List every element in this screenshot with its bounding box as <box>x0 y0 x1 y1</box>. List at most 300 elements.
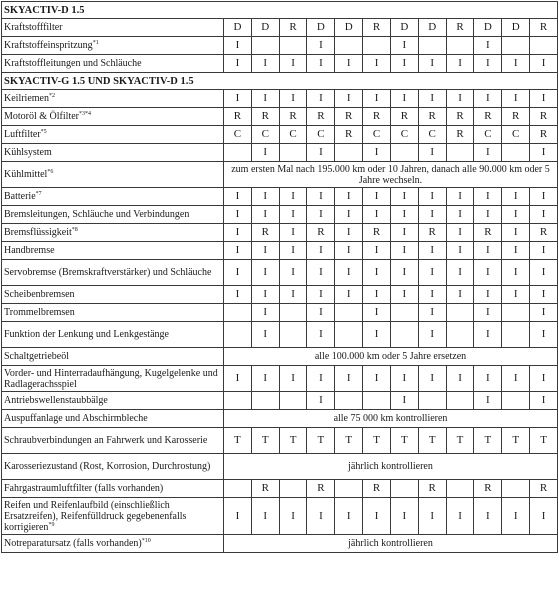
interval-cell: I <box>251 260 279 286</box>
item-label: Antriebswellenstaubbälge <box>4 395 108 406</box>
interval-cell: I <box>363 206 391 224</box>
item-label-cell <box>2 242 224 260</box>
interval-note: zum ersten Mal nach 195.000 km oder 10 Jahren, danach alle 90.000 km oder 5 Jahre wechseln. <box>224 162 558 188</box>
interval-cell: I <box>474 260 502 286</box>
interval-cell <box>502 392 530 410</box>
interval-cell: R <box>279 108 307 126</box>
interval-cell: I <box>335 224 363 242</box>
interval-cell: T <box>307 428 335 454</box>
table-row <box>2 322 558 348</box>
interval-cell: I <box>446 366 474 392</box>
item-label-cell <box>2 55 224 73</box>
interval-cell: I <box>418 260 446 286</box>
interval-cell: I <box>474 188 502 206</box>
interval-cell: I <box>530 90 558 108</box>
interval-cell: R <box>251 480 279 498</box>
table-row <box>2 480 558 498</box>
table-row <box>2 304 558 322</box>
footnote-marker: *3*4 <box>79 111 91 117</box>
interval-cell: R <box>530 108 558 126</box>
section-title: SKYACTIV-G 1.5 UND SKYACTIV-D 1.5 <box>2 73 558 90</box>
interval-cell <box>279 480 307 498</box>
interval-cell: R <box>530 126 558 144</box>
interval-cell: I <box>363 304 391 322</box>
interval-cell <box>224 322 252 348</box>
table-row <box>2 126 558 144</box>
interval-cell: I <box>335 188 363 206</box>
interval-cell: I <box>335 206 363 224</box>
table-row <box>2 535 558 553</box>
table-row <box>2 428 558 454</box>
interval-cell: I <box>224 260 252 286</box>
item-label-cell <box>2 322 224 348</box>
item-label-cell <box>2 348 224 366</box>
interval-cell: I <box>307 286 335 304</box>
interval-cell: I <box>251 144 279 162</box>
interval-cell: I <box>502 366 530 392</box>
interval-cell: T <box>335 428 363 454</box>
interval-cell: R <box>279 19 307 37</box>
interval-cell: I <box>279 224 307 242</box>
interval-cell: D <box>474 19 502 37</box>
interval-cell: I <box>363 286 391 304</box>
interval-cell: I <box>474 304 502 322</box>
section-header <box>2 73 558 90</box>
interval-cell <box>446 392 474 410</box>
footnote-marker: *1 <box>92 40 99 46</box>
interval-cell: I <box>363 322 391 348</box>
interval-cell: I <box>502 55 530 73</box>
interval-cell: I <box>502 206 530 224</box>
interval-cell: I <box>307 304 335 322</box>
interval-cell: I <box>418 144 446 162</box>
interval-cell: I <box>335 260 363 286</box>
interval-note: jährlich kontrollieren <box>224 535 558 553</box>
interval-cell: I <box>502 498 530 535</box>
interval-cell: I <box>251 206 279 224</box>
interval-cell: I <box>530 144 558 162</box>
interval-cell: I <box>224 498 252 535</box>
interval-cell: T <box>363 428 391 454</box>
interval-cell: T <box>390 428 418 454</box>
interval-cell: R <box>474 480 502 498</box>
interval-cell: T <box>224 428 252 454</box>
interval-cell: T <box>474 428 502 454</box>
interval-cell <box>446 144 474 162</box>
interval-cell: I <box>307 90 335 108</box>
item-label: Handbremse <box>4 245 55 256</box>
item-label: Kühlsystem <box>4 147 52 158</box>
interval-cell: I <box>363 90 391 108</box>
item-label-cell <box>2 108 224 126</box>
interval-cell: C <box>390 126 418 144</box>
section-title: SKYACTIV-D 1.5 <box>2 2 558 19</box>
interval-cell: I <box>279 498 307 535</box>
interval-cell: R <box>251 224 279 242</box>
interval-cell: I <box>446 286 474 304</box>
interval-cell <box>335 392 363 410</box>
interval-cell: R <box>474 224 502 242</box>
interval-cell: I <box>279 260 307 286</box>
interval-cell: I <box>251 90 279 108</box>
interval-cell: I <box>390 55 418 73</box>
table-row <box>2 392 558 410</box>
item-label: Luftfilter <box>4 129 41 140</box>
interval-cell: I <box>390 366 418 392</box>
interval-cell: C <box>279 126 307 144</box>
interval-cell <box>502 322 530 348</box>
interval-cell: I <box>474 37 502 55</box>
item-label-cell <box>2 480 224 498</box>
interval-cell: C <box>502 126 530 144</box>
interval-note: alle 75 000 km kontrollieren <box>224 410 558 428</box>
item-label: Servobremse (Bremskraftverstärker) und Schläuche <box>4 267 212 278</box>
interval-cell: R <box>224 108 252 126</box>
item-label: Schraubverbindungen an Fahrwerk und Karosserie <box>4 435 208 446</box>
interval-cell: I <box>224 37 252 55</box>
interval-cell <box>390 322 418 348</box>
interval-cell <box>418 37 446 55</box>
interval-cell: I <box>530 392 558 410</box>
interval-cell: I <box>224 188 252 206</box>
interval-cell: I <box>446 498 474 535</box>
interval-cell: R <box>446 108 474 126</box>
interval-cell <box>502 144 530 162</box>
interval-cell: I <box>279 366 307 392</box>
item-label-cell <box>2 144 224 162</box>
interval-cell: R <box>307 108 335 126</box>
interval-cell: I <box>307 37 335 55</box>
item-label: Batterie <box>4 191 36 202</box>
interval-cell: D <box>224 19 252 37</box>
interval-cell: I <box>474 242 502 260</box>
footnote-marker: *9 <box>48 521 55 528</box>
interval-cell: I <box>474 498 502 535</box>
interval-cell: R <box>335 108 363 126</box>
interval-cell: I <box>446 206 474 224</box>
item-label: Fahrgastraumluftfilter (falls vorhanden) <box>4 483 164 494</box>
interval-cell: I <box>224 90 252 108</box>
interval-cell <box>418 392 446 410</box>
interval-cell: I <box>390 188 418 206</box>
interval-cell: I <box>446 55 474 73</box>
interval-cell: C <box>418 126 446 144</box>
table-row <box>2 410 558 428</box>
item-label-cell <box>2 260 224 286</box>
table-row <box>2 19 558 37</box>
interval-cell: I <box>474 55 502 73</box>
interval-cell: T <box>279 428 307 454</box>
interval-cell: I <box>502 242 530 260</box>
item-label: Kraftstofffilter <box>4 22 63 33</box>
item-label: Schaltgetriebeöl <box>4 351 69 362</box>
interval-cell: I <box>307 498 335 535</box>
interval-cell: I <box>335 90 363 108</box>
interval-cell: I <box>363 498 391 535</box>
table-row <box>2 498 558 535</box>
interval-cell <box>224 144 252 162</box>
interval-cell: I <box>307 392 335 410</box>
interval-cell <box>530 37 558 55</box>
interval-cell: T <box>502 428 530 454</box>
interval-cell: R <box>418 108 446 126</box>
interval-cell <box>279 392 307 410</box>
interval-cell: C <box>363 126 391 144</box>
interval-cell <box>279 304 307 322</box>
interval-cell: I <box>418 286 446 304</box>
interval-cell: I <box>279 286 307 304</box>
interval-cell: I <box>474 144 502 162</box>
interval-cell: I <box>418 304 446 322</box>
item-label-cell <box>2 304 224 322</box>
table-row <box>2 260 558 286</box>
maintenance-table-body <box>2 2 558 553</box>
table-row <box>2 37 558 55</box>
footnote-marker: *2 <box>48 93 55 99</box>
interval-cell: D <box>251 19 279 37</box>
interval-note: alle 100.000 km oder 5 Jahre ersetzen <box>224 348 558 366</box>
item-label: Motoröl & Ölfilter <box>4 111 79 122</box>
table-row <box>2 108 558 126</box>
footnote-marker: *5 <box>40 129 47 135</box>
interval-cell: I <box>446 260 474 286</box>
interval-cell: I <box>390 260 418 286</box>
interval-cell: I <box>530 498 558 535</box>
interval-cell: I <box>390 224 418 242</box>
interval-cell: R <box>418 480 446 498</box>
item-label: Scheibenbremsen <box>4 289 75 300</box>
interval-cell: R <box>446 19 474 37</box>
footnote-marker: *7 <box>35 191 42 197</box>
interval-cell: I <box>446 188 474 206</box>
interval-cell <box>335 480 363 498</box>
table-row <box>2 162 558 188</box>
interval-cell: I <box>474 206 502 224</box>
interval-cell: I <box>446 90 474 108</box>
interval-cell: I <box>502 90 530 108</box>
table-row <box>2 188 558 206</box>
interval-cell: I <box>363 366 391 392</box>
interval-cell: I <box>418 55 446 73</box>
interval-cell: D <box>307 19 335 37</box>
item-label-cell <box>2 535 224 553</box>
interval-cell <box>251 392 279 410</box>
interval-cell: I <box>251 286 279 304</box>
item-label: Karosseriezustand (Rost, Korrosion, Durchrostung) <box>4 461 211 472</box>
interval-cell: I <box>363 242 391 260</box>
interval-cell <box>279 322 307 348</box>
interval-cell: R <box>530 480 558 498</box>
interval-cell: C <box>251 126 279 144</box>
interval-cell <box>502 304 530 322</box>
interval-cell <box>335 322 363 348</box>
interval-cell: R <box>390 108 418 126</box>
interval-cell: I <box>279 55 307 73</box>
interval-cell: I <box>502 224 530 242</box>
interval-cell: R <box>307 224 335 242</box>
interval-cell: I <box>530 322 558 348</box>
footnote-marker: *6 <box>47 169 54 175</box>
item-label: Kraftstoffeinspritzung <box>4 40 93 51</box>
item-label-cell <box>2 454 224 480</box>
interval-cell: C <box>224 126 252 144</box>
interval-cell: I <box>335 55 363 73</box>
item-label-cell <box>2 37 224 55</box>
interval-cell: I <box>307 55 335 73</box>
section-header <box>2 2 558 19</box>
interval-cell: I <box>307 144 335 162</box>
interval-cell: I <box>251 366 279 392</box>
interval-cell: I <box>251 322 279 348</box>
interval-cell: R <box>418 224 446 242</box>
interval-cell: I <box>279 242 307 260</box>
interval-cell: I <box>224 242 252 260</box>
interval-cell: I <box>335 286 363 304</box>
interval-cell <box>251 37 279 55</box>
interval-cell: I <box>335 242 363 260</box>
interval-cell <box>224 480 252 498</box>
item-label-cell <box>2 286 224 304</box>
interval-cell: R <box>363 108 391 126</box>
table-row <box>2 348 558 366</box>
interval-cell: I <box>474 90 502 108</box>
interval-cell <box>335 144 363 162</box>
interval-cell: I <box>279 188 307 206</box>
interval-cell <box>446 304 474 322</box>
interval-cell <box>279 37 307 55</box>
interval-cell: I <box>530 304 558 322</box>
interval-cell: I <box>418 90 446 108</box>
interval-cell: I <box>390 286 418 304</box>
interval-cell: I <box>530 366 558 392</box>
interval-cell: I <box>307 322 335 348</box>
interval-cell: I <box>251 188 279 206</box>
item-label: Notreparatursatz (falls vorhanden) <box>4 538 142 549</box>
interval-cell <box>335 37 363 55</box>
interval-cell: I <box>224 224 252 242</box>
interval-cell: C <box>307 126 335 144</box>
item-label: Keilriemen <box>4 93 49 104</box>
interval-cell <box>502 37 530 55</box>
interval-cell: R <box>335 126 363 144</box>
table-row <box>2 224 558 242</box>
interval-cell: D <box>502 19 530 37</box>
item-label: Reifen und Reifenlaufbild (einschließlich Ersatzreifen), Reifenfülldruck gegebenenfalls korrigieren <box>4 499 187 533</box>
interval-cell <box>363 37 391 55</box>
interval-cell: R <box>363 480 391 498</box>
interval-cell: I <box>390 90 418 108</box>
interval-cell: I <box>474 366 502 392</box>
item-label-cell <box>2 498 224 535</box>
item-label-cell <box>2 188 224 206</box>
interval-cell: I <box>502 260 530 286</box>
interval-cell: I <box>307 366 335 392</box>
interval-cell: R <box>502 108 530 126</box>
table-row <box>2 206 558 224</box>
item-label: Kühlmittel <box>4 169 48 180</box>
interval-cell: R <box>307 480 335 498</box>
interval-cell <box>390 144 418 162</box>
interval-cell: I <box>390 392 418 410</box>
item-label: Bremsflüssigkeit <box>4 227 72 238</box>
interval-cell: I <box>224 206 252 224</box>
interval-cell <box>279 144 307 162</box>
interval-cell: D <box>335 19 363 37</box>
interval-cell: I <box>307 260 335 286</box>
item-label-cell <box>2 90 224 108</box>
table-row <box>2 286 558 304</box>
interval-note: jährlich kontrollieren <box>224 454 558 480</box>
interval-cell <box>224 392 252 410</box>
interval-cell <box>446 322 474 348</box>
interval-cell: I <box>530 206 558 224</box>
table-row <box>2 55 558 73</box>
interval-cell: I <box>390 206 418 224</box>
item-label-cell <box>2 126 224 144</box>
interval-cell: T <box>446 428 474 454</box>
interval-cell: I <box>474 286 502 304</box>
interval-cell: C <box>474 126 502 144</box>
interval-cell: I <box>279 90 307 108</box>
interval-cell: I <box>363 55 391 73</box>
footnote-marker: *10 <box>141 538 151 544</box>
item-label-cell <box>2 224 224 242</box>
interval-cell: I <box>363 188 391 206</box>
interval-cell: I <box>502 286 530 304</box>
interval-cell: I <box>251 55 279 73</box>
interval-cell: T <box>251 428 279 454</box>
interval-cell: I <box>279 206 307 224</box>
interval-cell <box>390 480 418 498</box>
interval-cell: I <box>251 498 279 535</box>
interval-cell: R <box>530 224 558 242</box>
interval-cell: I <box>335 498 363 535</box>
interval-cell: T <box>530 428 558 454</box>
interval-cell: I <box>446 242 474 260</box>
item-label: Bremsleitungen, Schläuche und Verbindungen <box>4 209 190 220</box>
interval-cell: I <box>224 55 252 73</box>
item-label: Funktion der Lenkung und Lenkgestänge <box>4 329 169 340</box>
footnote-marker: *8 <box>71 227 78 233</box>
interval-cell: I <box>390 37 418 55</box>
interval-cell: I <box>251 242 279 260</box>
interval-cell <box>363 392 391 410</box>
item-label-cell <box>2 392 224 410</box>
interval-cell: D <box>390 19 418 37</box>
maintenance-schedule-table <box>1 1 558 553</box>
interval-cell: I <box>418 242 446 260</box>
item-label-cell <box>2 206 224 224</box>
interval-cell: I <box>502 188 530 206</box>
item-label-cell <box>2 19 224 37</box>
interval-cell: I <box>363 260 391 286</box>
interval-cell: I <box>530 55 558 73</box>
interval-cell: T <box>418 428 446 454</box>
item-label: Vorder- und Hinterradaufhängung, Kugelgelenke und Radlagerachsspiel <box>4 367 218 390</box>
interval-cell: I <box>418 366 446 392</box>
item-label-cell <box>2 366 224 392</box>
interval-cell <box>446 37 474 55</box>
item-label-cell <box>2 162 224 188</box>
interval-cell <box>390 304 418 322</box>
interval-cell: I <box>251 304 279 322</box>
interval-cell: I <box>307 188 335 206</box>
interval-cell: I <box>530 188 558 206</box>
interval-cell: I <box>474 322 502 348</box>
interval-cell <box>502 480 530 498</box>
interval-cell: I <box>418 322 446 348</box>
interval-cell: I <box>530 286 558 304</box>
